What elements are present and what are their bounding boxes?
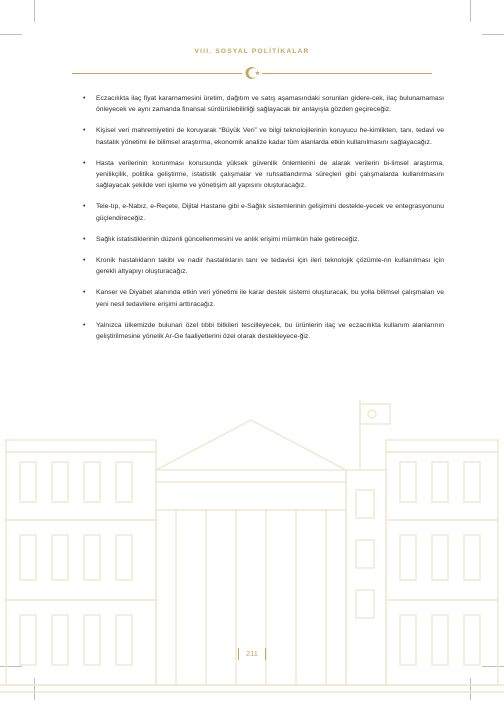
page-number-bar-left <box>238 648 239 660</box>
bullet-icon: • <box>83 159 86 167</box>
list-item <box>84 93 444 115</box>
list-item-text: Kronik hastalıkların takibi ve nadir hastalıkların tanı ve tedavisi için ileri teknolojik çözümle-rin kullanılması için gerekli altyapıyı oluşturacağız. <box>96 257 444 276</box>
list-item-text: Sağlık istatistiklerinin düzenli güncellenmesini ve anlık erişimi mümkün hale getireceğiz. <box>96 235 360 243</box>
crescent-star-icon <box>244 64 262 82</box>
list-item <box>84 158 444 192</box>
list-item <box>84 287 444 309</box>
crop-mark-top-left-h <box>0 34 22 35</box>
section-title: VIII. SOSYAL POLİTİKALAR <box>194 48 310 55</box>
list-item <box>84 201 444 223</box>
crop-mark-top-left <box>34 0 35 22</box>
list-item <box>84 125 444 147</box>
header-rule-right <box>262 73 432 74</box>
list-item <box>84 255 444 277</box>
page-number <box>234 647 270 661</box>
bullet-icon: • <box>83 127 86 135</box>
bullet-icon: • <box>83 235 86 243</box>
list-item <box>84 234 444 245</box>
page-number-text: 211 <box>246 649 258 658</box>
bullet-icon: • <box>83 257 86 265</box>
bullet-icon: • <box>83 289 86 297</box>
bullet-icon: • <box>83 321 86 329</box>
list-item-text: Kanser ve Diyabet alanında etkin veri yönetimi ile karar destek sistemi oluşturacak, bu yolla bilimsel çalışmaları ve yeni nesil tedavilere erişimi arttıracağız. <box>96 289 444 308</box>
list-item-text: Tele-tıp, e-Nabız, e-Reçete, Dijital Hastane gibi e-Sağlık sistemlerinin gelişimini destekle-yecek ve entegrasyonunu güçlendireceğiz. <box>96 203 444 222</box>
bullet-icon: • <box>83 203 86 211</box>
list-item <box>84 320 444 342</box>
page-header <box>0 48 504 55</box>
policy-bullet-list <box>84 93 444 342</box>
header-rule-left <box>72 73 242 74</box>
list-item-text: Yalnızca ülkemizde bulunan özel tıbbi bitkileri tescilleyecek, bu ürünlerin ilaç ve eczacılıkta kullanım alanlarının geliştirilmesine yönelik Ar-Ge faaliyetlerini özel olarak destekleyece-ğiz. <box>96 321 444 341</box>
list-item-text: Hasta verilerinin korunması konusunda yüksek güvenlik önlemlerini de alarak verilerin bi-limsel araştırma, yenilikçilik, politika geliştirme, istatistik çalışmalar ve ruhsatlandırma süreçleri gibi çalışmalarda kullanılmasını sağlayacak şekilde veri işleme ve yönetişim alt yapısını oluşturacağız. <box>96 159 444 190</box>
crop-mark-top-right-h <box>482 34 504 35</box>
crop-mark-top-right <box>470 0 471 22</box>
bullet-icon: • <box>83 95 86 102</box>
header-emblem-row <box>72 66 432 80</box>
list-item-text: Eczacılıkta ilaç fiyat kararnamesini üretim, dağıtım ve satış aşamasındaki sorunları gidere-cek, ilaç bulunamaması önleyecek ve aynı zamanda finansal sürdürülebilirliği sağlayacak bir anlayışla gözden geçireceğiz. <box>96 95 444 114</box>
page-number-bar-right <box>265 648 266 660</box>
policy-content <box>84 93 444 352</box>
list-item-text: Kişisel veri mahremiyetini de koruyarak “Büyük Veri” ve bilgi teknolojilerinin koruyucu he-kimlikten, tanı, tedavi ve hastalık yönetimi ile bilimsel araştırma, ekonomik analize kadar tüm alanlarda etkin kullanılmasını sağlayacağız. <box>96 127 444 146</box>
